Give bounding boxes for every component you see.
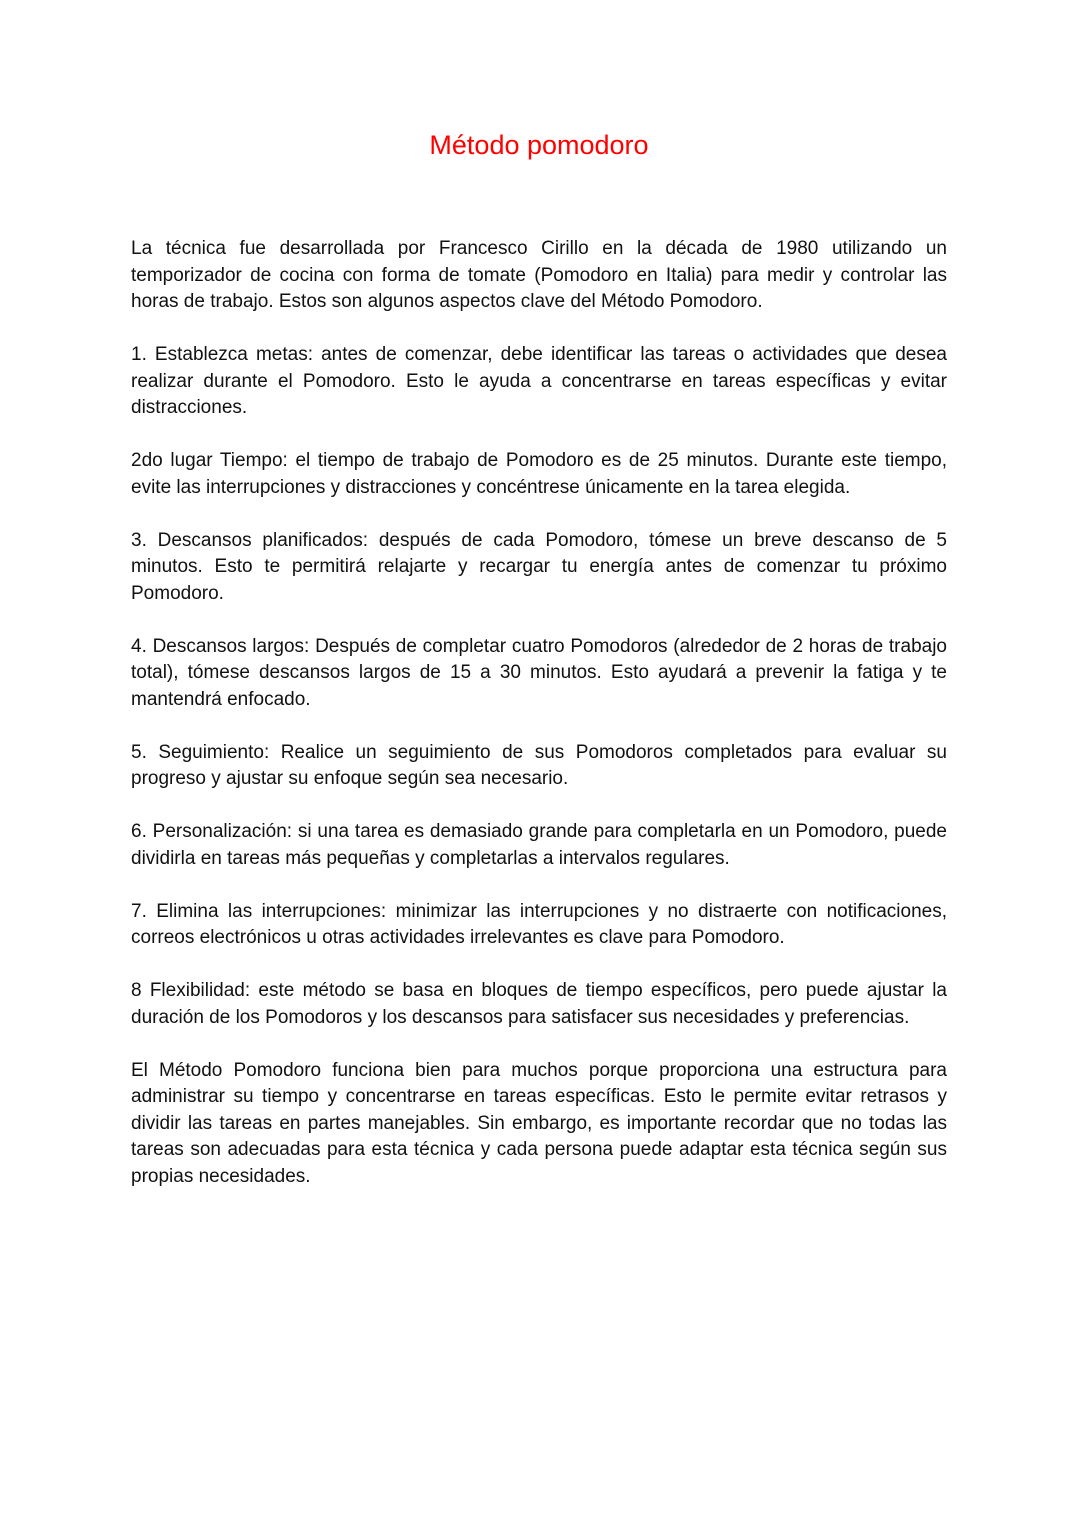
paragraph-conclusion: El Método Pomodoro funciona bien para muchos porque proporciona una estructura para administrar su tiempo y concentrarse en tareas específicas. Esto le permite evitar retrasos y dividir las tareas en partes manejables. Sin embargo, es importante recordar que no todas las tareas son adecuadas para esta técnica y cada persona puede adaptar esta técnica según sus propias necesidades. [131,1059,947,1187]
paragraph-interruptions: 7. Elimina las interrupciones: minimizar las interrupciones y no distraerte con notificaciones, correos electrónicos u otras actividades irrelevantes es clave para Pomodoro. [131,900,947,948]
paragraph-intro: La técnica fue desarrollada por Francesco Cirillo en la década de 1980 utilizando un temporizador de cocina con forma de tomate (Pomodoro en Italia) para medir y controlar las horas de trabajo. Estos son algunos aspectos clave del Método Pomodoro. [131,238,947,312]
paragraph-flexibility: 8 Flexibilidad: este método se basa en bloques de tiempo específicos, pero puede ajustar la duración de los Pomodoros y los descansos para satisfacer sus necesidades y preferencias. [131,980,947,1028]
paragraph-tracking: 5. Seguimiento: Realice un seguimiento de sus Pomodoros completados para evaluar su progreso y ajustar su enfoque según sea necesario. [131,741,947,789]
paragraph-long-breaks: 4. Descansos largos: Después de completar cuatro Pomodoros (alrededor de 2 horas de trabajo total), tómese descansos largos de 15 a 30 minutos. Esto ayudará a prevenir la fatiga y te mantendrá enfocado. [131,635,947,710]
page-title: Método pomodoro [429,130,649,160]
paragraph-planned-breaks: 3. Descansos planificados: después de cada Pomodoro, tómese un breve descanso de 5 minutos. Esto te permitirá relajarte y recargar tu energía antes de comenzar tu próximo Pomodoro. [131,529,947,604]
paragraph-goals: 1. Establezca metas: antes de comenzar, debe identificar las tareas o actividades que desea realizar durante el Pomodoro. Esto le ayuda a concentrarse en tareas específicas y evitar distracciones. [131,344,947,418]
document-body [131,236,947,1190]
paragraph-time: 2do lugar Tiempo: el tiempo de trabajo de Pomodoro es de 25 minutos. Durante este tiempo, evite las interrupciones y distracciones y concéntrese únicamente en la tarea elegida. [131,450,947,498]
paragraph-personalization: 6. Personalización: si una tarea es demasiado grande para completarla en un Pomodoro, puede dividirla en tareas más pequeñas y completarlas a intervalos regulares. [131,821,947,869]
